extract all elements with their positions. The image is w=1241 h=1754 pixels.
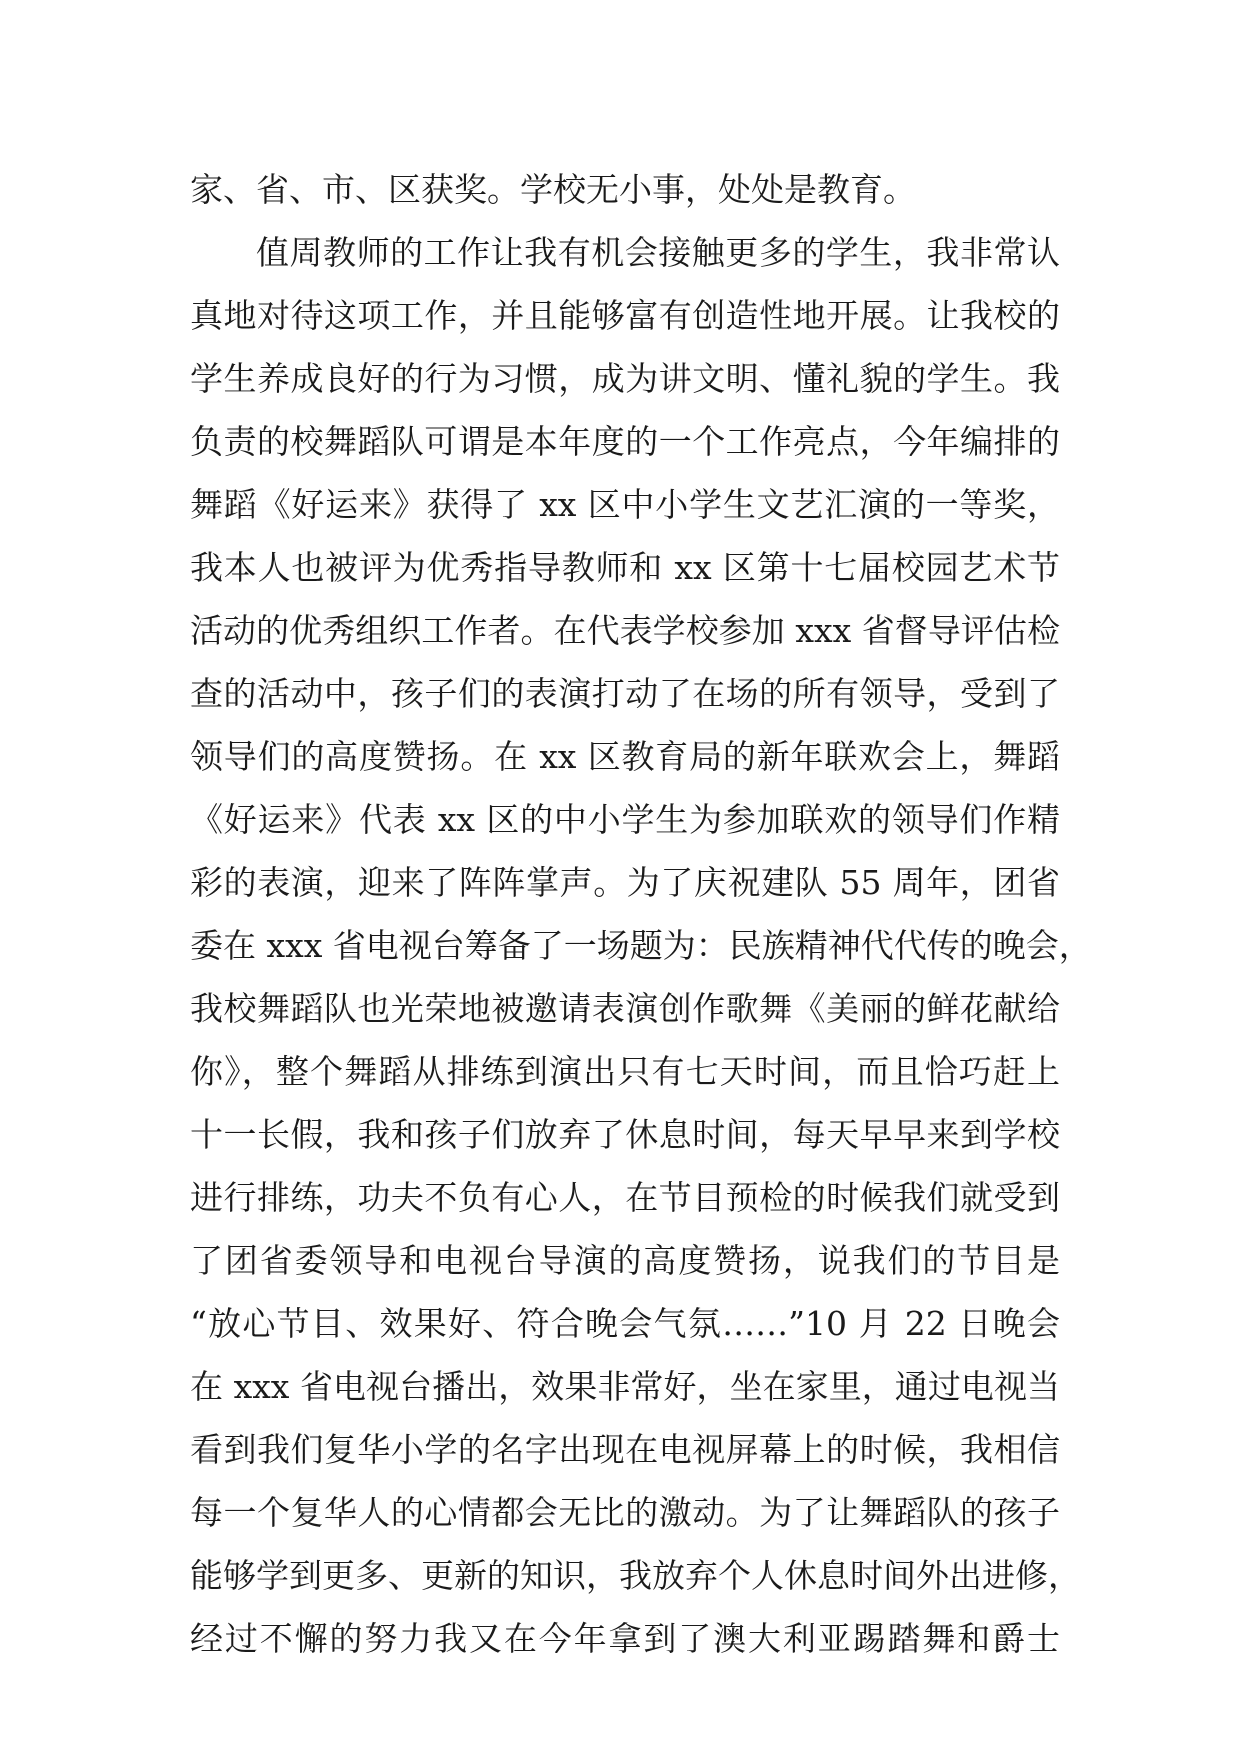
- text-line: “放心节目、效果好、符合晚会气氛……”10 月 22 日晚会: [190, 1304, 1060, 1343]
- text-line: 每一个复华人的心情都会无比的激动。为了让舞蹈队的孩子: [190, 1493, 1060, 1532]
- text-line: 我校舞蹈队也光荣地被邀请表演创作歌舞《美丽的鲜花献给: [190, 989, 1060, 1028]
- text-line: 在 xxx 省电视台播出，效果非常好，坐在家里，通过电视当: [190, 1367, 1060, 1406]
- text-line: 活动的优秀组织工作者。在代表学校参加 xxx 省督导评估检: [190, 611, 1060, 650]
- text-line: 负责的校舞蹈队可谓是本年度的一个工作亮点，今年编排的: [190, 422, 1060, 461]
- text-line: 十一长假，我和孩子们放弃了休息时间，每天早早来到学校: [190, 1115, 1060, 1154]
- text-line: 委在 xxx 省电视台筹备了一场题为：民族精神代代传的晚会，: [190, 926, 1092, 965]
- text-line: 彩的表演，迎来了阵阵掌声。为了庆祝建队 55 周年，团省: [190, 863, 1060, 902]
- text-line: 进行排练，功夫不负有心人，在节目预检的时候我们就受到: [190, 1178, 1060, 1217]
- text-line: 了团省委领导和电视台导演的高度赞扬，说我们的节目是: [190, 1241, 1060, 1280]
- text-line: 经过不懈的努力我又在今年拿到了澳大利亚踢踏舞和爵士: [190, 1619, 1060, 1658]
- text-line: 领导们的高度赞扬。在 xx 区教育局的新年联欢会上，舞蹈: [190, 737, 1060, 776]
- text-line: 真地对待这项工作，并且能够富有创造性地开展。让我校的: [190, 296, 1060, 335]
- text-line: 《好运来》代表 xx 区的中小学生为参加联欢的领导们作精: [190, 800, 1060, 839]
- body-text: [190, 158, 1092, 1670]
- text-line: 我本人也被评为优秀指导教师和 xx 区第十七届校园艺术节: [190, 548, 1060, 587]
- text-line: 查的活动中，孩子们的表演打动了在场的所有领导，受到了: [190, 674, 1060, 713]
- text-line: 你》，整个舞蹈从排练到演出只有七天时间，而且恰巧赶上: [190, 1052, 1060, 1091]
- text-line: 家、省、市、区获奖。学校无小事，处处是教育。: [190, 170, 916, 209]
- text-line: 能够学到更多、更新的知识，我放弃个人休息时间外出进修，: [190, 1556, 1081, 1595]
- paragraph-first-line: 值周教师的工作让我有机会接触更多的学生，我非常认: [256, 233, 1060, 272]
- text-line: 学生养成良好的行为习惯，成为讲文明、懂礼貌的学生。我: [190, 359, 1060, 398]
- text-line: 舞蹈《好运来》获得了 xx 区中小学生文艺汇演的一等奖，: [190, 485, 1060, 524]
- text-line: 看到我们复华小学的名字出现在电视屏幕上的时候，我相信: [190, 1430, 1060, 1469]
